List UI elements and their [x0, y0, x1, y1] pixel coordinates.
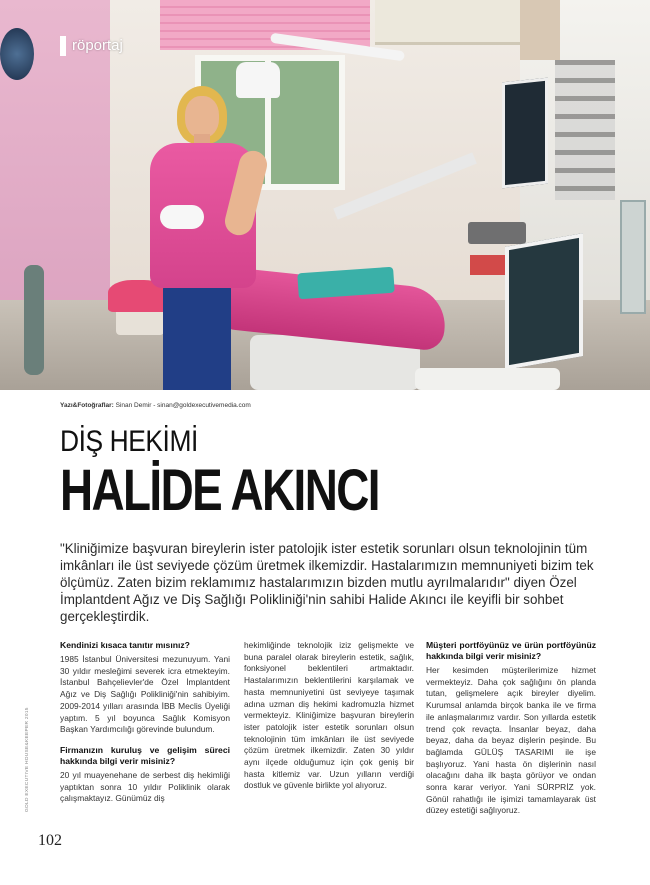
question-heading: Firmanızın kuruluş ve gelişim süreci hakkında bilgi verir misiniz? [60, 744, 230, 766]
article-title: HALİDE AKINCI [60, 458, 379, 523]
answer-paragraph: Her kesimden müşterilerimize hizmet vermekteyiz. Daha çok sağlığını ön planda tutan, gelişmelere açık bireyler diyelim. Kurumsal anlamda birçok banka ile ve firma ile anlaşmalarımız vardır. Son yıllarda estetik trend çok revaçta. İnsanlar beyaz, daha beyaz, daha da beyaz dişlerin peşinde. Bu bağlamda GÜLÜŞ TASARIMI ile işe başlıyoruz. Yani hasta ön dişlerinin nasıl olacağını daha ilk başta görüyor ve ondan sonra karar veriyor. Yani SÜRPRİZ yok. Gönül rahatlığı ile işimizi tamamlayarak üst düzey estetiği sağlıyoruz. [426, 665, 596, 816]
question-heading: Müşteri portföyünüz ve ürün portföyünüz hakkında bilgi verir misiniz? [426, 640, 596, 661]
answer-paragraph: 1985 İstanbul Üniversitesi mezunuyum. Yani 30 yıldır mesleğimi severek icra etmekteyim. İstanbul Bahçelievler'de Özel İmplantdent Ağız ve Diş Sağlığı Polikliniği'nin sahibiyim. 2009-2014 yılları arasında İBB Meclis Üyeliği yaptım. 5 yıl boyunca Sağlık Komisyon Başkan Yardımcılığı görevinde bulundum. [60, 654, 230, 735]
question-heading: Kendinizi kısaca tanıtır mısınız? [60, 640, 190, 650]
article-kicker: DİŞ HEKİMİ [60, 425, 198, 458]
clinic-photo [0, 0, 650, 390]
answer-paragraph: 20 yıl muayenehane de serbest diş hekimliği yaptıktan sonra 10 yıldır Poliklinik olarak çalışmaktayız. Günümüz diş [60, 769, 230, 804]
credit-label: Yazı&Fotoğraflar: [60, 402, 114, 409]
side-publication-label: GOLD EXECUTIVE HOUSE&KEEPER 2015 [25, 707, 30, 812]
section-label: röportaj [72, 37, 123, 54]
article-lead: "Kliniğimize başvuran bireylerin ister patolojik ister estetik sorunları olsun teknolojinin tüm imkânları ile üst seviyede çözüm üretmek ilkemizdir. Hastalarımızın memnuniyeti bizim tek ölçümüz. Zaten bizim reklamımız hastalarımızın bizden mutlu ayrılmalarıdır" diyen Özel İmplantdent Ağız ve Diş Sağlığı Polikliniği'nin sahibi Halide Akıncı ile keyifli bir sohbet gerçekleştirdik. [60, 541, 594, 624]
body-column-2 [244, 640, 414, 801]
photo-credit [60, 402, 251, 409]
body-column-3 [426, 640, 596, 826]
credit-text: Sinan Demir - sinan@goldexecutivemedia.com [115, 402, 251, 409]
page-number: 102 [38, 832, 62, 849]
section-marker [60, 36, 66, 56]
body-column-1 [60, 640, 230, 814]
answer-paragraph: hekimliğinde teknolojik iziz gelişmekte ve buna paralel olarak bireylerin estetik, sağlık, fonksiyonel beklentileri artmaktadır. Hastalarımızın beklentilerini karşılamak ve hasta memnuniyetini üst seviyeye taşımak adına uzman diş hekimi kadromuzla hizmet vermekteyiz. Kliniğimize başvuran bireylerin ister patolojik ister estetik sorunları olsun teknolojinin tüm imkânları ile üst seviyede çözüm üretmek ilkemizdir. Zaten 30 yıldır aynı ilçede olduğumuz için çok geniş bir hasta kitlemiz var. Uzun yılların verdiği dostluk ve güvenle birlikte yol alıyoruz. [244, 640, 414, 791]
